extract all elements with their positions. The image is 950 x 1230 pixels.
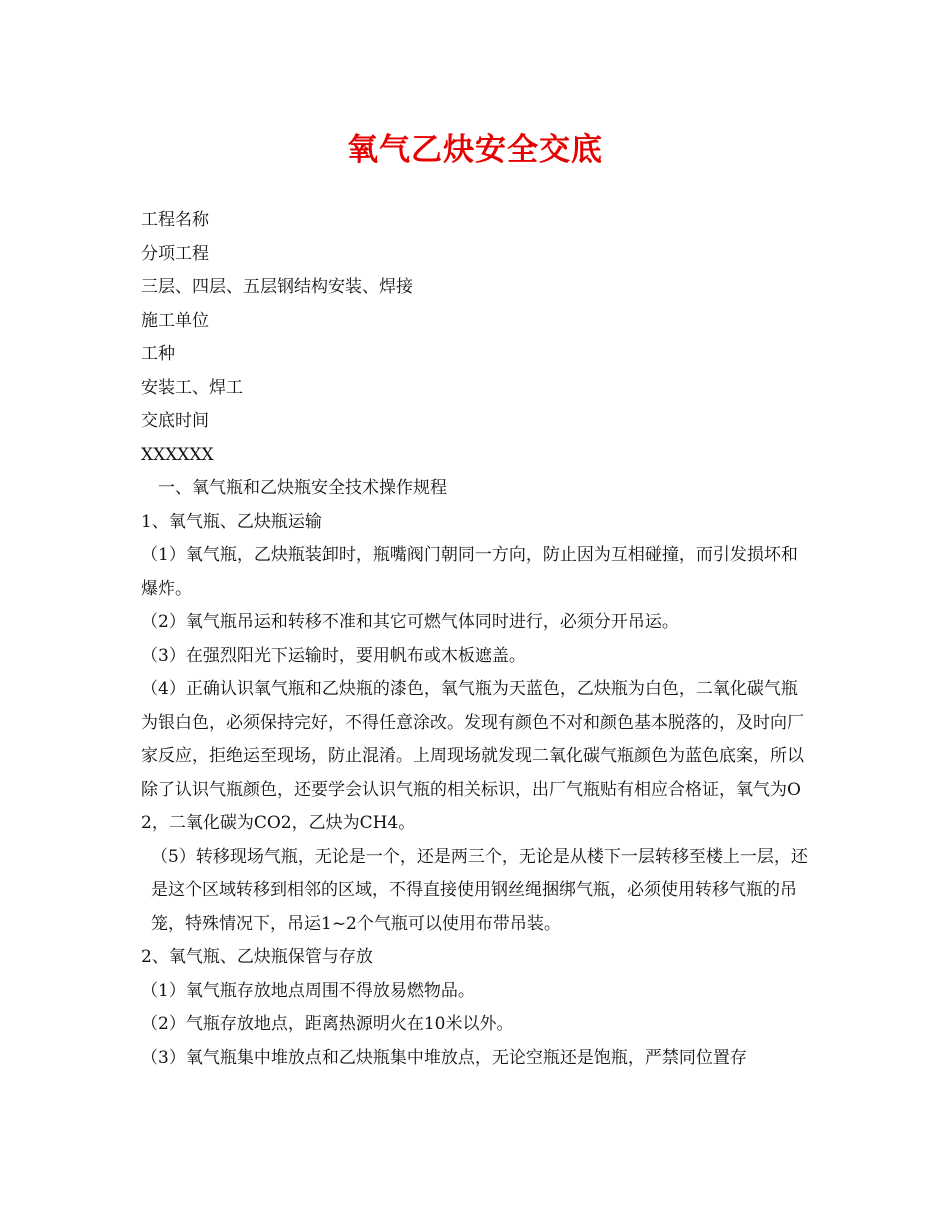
trade-value: 安装工、焊工 [141, 377, 243, 398]
project-name-label: 工程名称 [141, 210, 209, 230]
paragraph-1-2: （2）氧气瓶吊运和转移不准和其它可燃气体同时进行，必须分开吊运。 [141, 612, 679, 632]
date-value: XXXXXX [141, 444, 214, 465]
sub-project-label: 分项工程 [141, 243, 209, 264]
section-1-heading: 一、氧气瓶和乙炔瓶安全技术操作规程 [158, 478, 447, 498]
paragraph-2-2: （2）气瓶存放地点，距离热源明火在10米以外。 [141, 1014, 514, 1034]
paragraph-1-1: （1）氧气瓶，乙炔瓶装卸时，瓶嘴阀门朝同一方向，防止因为互相碰撞，而引发损坏和爆炸。 [141, 545, 798, 599]
subsection-2-heading: 2、氧气瓶、乙炔瓶保管与存放 [141, 947, 373, 967]
paragraph-1-3: （3）在强烈阳光下运输时，要用帆布或木板遮盖。 [141, 645, 526, 666]
document-title: 氧气乙炔安全交底 [347, 132, 603, 168]
date-label: 交底时间 [141, 411, 209, 431]
document-body [141, 204, 813, 1075]
paragraph-2-3: （3）氧气瓶集中堆放点和乙炔瓶集中堆放点，无论空瓶还是饱瓶，严禁同位置存 [141, 1047, 747, 1068]
trade-label: 工种 [141, 344, 175, 364]
contractor-label: 施工单位 [141, 310, 209, 331]
paragraph-1-4: （4）正确认识氧气瓶和乙炔瓶的漆色，氧气瓶为天蓝色，乙炔瓶为白色，二氧化碳气瓶为银白色，必须保持完好，不得任意涂改。发现有颜色不对和颜色基本脱落的，及时向厂家反应，拒绝运至现场，防止混淆。上周现场就发现二氧化碳气瓶颜色为蓝色底案，所以除了认识气瓶颜色，还要学会认识气瓶的相关标识，出厂气瓶贴有相应合格证，氧气为O2，二氧化碳为CO2，乙炔为CH4。 [141, 679, 804, 833]
sub-project-value: 三层、四层、五层钢结构安装、焊接 [141, 277, 413, 297]
subsection-1-heading: 1、氧气瓶、乙炔瓶运输 [141, 511, 322, 532]
paragraph-2-1: （1）氧气瓶存放地点周围不得放易燃物品。 [141, 980, 475, 1001]
paragraph-1-5: （5）转移现场气瓶，无论是一个，还是两三个，无论是从楼下一层转移至楼上一层，还是这个区域转移到相邻的区域，不得直接使用钢丝绳捆绑气瓶，必须使用转移气瓶的吊笼，特殊情况下，吊运1~2个气瓶可以使用布带吊装。 [151, 846, 808, 934]
